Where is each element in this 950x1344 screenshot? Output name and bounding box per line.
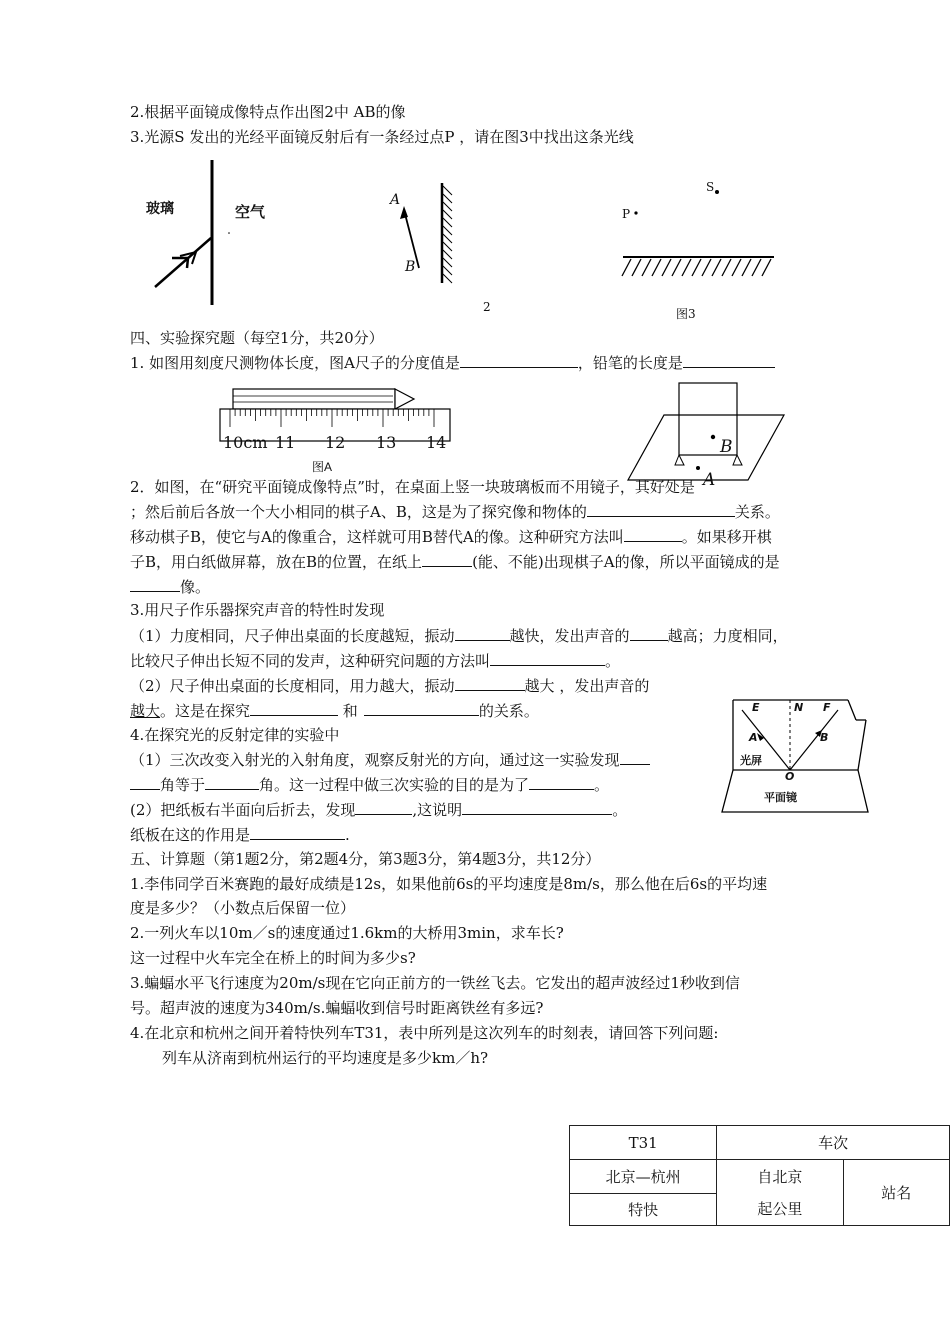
answer-blank[interactable]: [624, 526, 682, 542]
table-cell: 车次: [717, 1126, 950, 1160]
refl-label-b: B: [820, 731, 829, 744]
s4-q2-line2: ；然后前后各放一个大小相同的棋子A、B，这是为了探究像和物体的 关系。: [130, 503, 780, 521]
refl-label-f: F: [823, 701, 831, 714]
s5-q4a: 4.在北京和杭州之间开着特快列车T31，表中所列是这次列车的时刻表，请回答下列问题:: [130, 1024, 719, 1042]
answer-blank[interactable]: [460, 352, 578, 368]
s5-q2b: 这一过程中火车完全在桥上的时间为多少s?: [130, 949, 416, 967]
fig3-label-p: P: [622, 207, 631, 221]
section5-title: 五、计算题（第1题2分，第2题4分，第3题3分，第4题3分，共12分）: [130, 850, 601, 868]
answer-blank[interactable]: [364, 700, 479, 716]
table-cell: 特快: [570, 1194, 717, 1226]
figure-1-refraction: [155, 160, 230, 305]
s4-q4-title: 4.在探究光的反射定律的实验中: [130, 726, 340, 744]
s4-q4-1: （1）三次改变入射光的入射角度，观察反射光的方向，通过这一实验发现: [130, 749, 650, 770]
answer-blank[interactable]: [250, 700, 338, 716]
plane-mirror-label: 平面镜: [764, 791, 797, 804]
mirror-label-a: A: [703, 470, 716, 490]
answer-blank[interactable]: [250, 824, 345, 840]
air-label: 空气: [235, 203, 266, 221]
table-cell: T31: [570, 1126, 717, 1160]
s4-q1: 1. 如图用刻度尺测物体长度，图A尺子的分度值是 ，铅笔的长度是: [130, 352, 775, 373]
answer-blank[interactable]: [490, 650, 605, 666]
answer-blank[interactable]: [205, 774, 259, 790]
section4-title: 四、实验探究题（每空1分，共20分）: [130, 329, 384, 347]
s4-q4-2: (2）把纸板右半面向后折去，发现 ,这说明 。: [130, 801, 628, 819]
refl-label-a: A: [749, 731, 758, 744]
fig2-label-b: B: [405, 259, 416, 275]
s4-q3-2b: 越大。这是在探究 和 的关系。: [130, 702, 539, 720]
answer-blank[interactable]: [462, 799, 612, 815]
table-cell: 站名: [843, 1160, 949, 1226]
answer-blank[interactable]: [455, 625, 510, 641]
s4-q3-1b: 比较尺子伸出长短不同的发声，这种研究问题的方法叫 。: [130, 652, 621, 670]
s4-q2-line4: 子B，用白纸做屏幕，放在B的位置，在纸上 (能、不能)出现棋子A的像，所以平面镜成的是: [130, 553, 780, 571]
ruler-tick: 12: [325, 433, 346, 452]
s4-q4-3: 纸板在这的作用是 .: [130, 826, 350, 844]
refl-label-e: E: [752, 701, 760, 714]
s4-q2-line5: 像。: [130, 576, 210, 597]
plane-mirror-setup: [628, 383, 784, 480]
fig-a-caption: 图A: [312, 460, 333, 474]
ruler-tick: 14: [426, 433, 447, 452]
s5-q4b: 列车从济南到杭州运行的平均速度是多少km／h?: [162, 1049, 489, 1067]
answer-blank[interactable]: [529, 774, 594, 790]
table-cell: 自北京 起公里: [717, 1160, 843, 1226]
q3-instruction: 3.光源S 发出的光经平面镜反射后有一条经过点P ，请在图3中找出这条光线: [130, 128, 634, 146]
q2-instruction: 2.根据平面镜成像特点作出图2中 AB的像: [130, 103, 406, 121]
s4-q2-line1: 2．如图，在“研究平面镜成像特点”时，在桌面上竖一块玻璃板而不用镜子，其好处是: [130, 478, 695, 496]
answer-blank[interactable]: [455, 675, 525, 691]
ruler-tick: 10cm: [223, 433, 268, 452]
fig2-label-a: A: [390, 192, 401, 208]
light-screen-label: 光屏: [740, 754, 762, 767]
s5-q1b: 度是多少？（小数点后保留一位）: [130, 899, 356, 917]
ruler-tick: 13: [376, 433, 397, 452]
answer-blank[interactable]: [587, 501, 735, 517]
s4-q3-2: （2）尺子伸出桌面的长度相同，用力越大，振动 越大 ，发出声音的: [130, 677, 650, 695]
mirror-label-b: B: [720, 437, 733, 457]
answer-blank[interactable]: [422, 551, 472, 567]
s4-q3-1: （1）力度相同，尺子伸出桌面的长度越短，振动 越快，发出声音的 越高；力度相同，: [130, 627, 788, 645]
s5-q3a: 3.蝙蝠水平飞行速度为20m/s现在它向正前方的一铁丝飞去。它发出的超声波经过1秒收到信: [130, 974, 740, 992]
glass-label: 玻璃: [146, 201, 174, 217]
answer-blank[interactable]: [620, 749, 650, 765]
answer-blank[interactable]: [683, 352, 775, 368]
fig3-caption: 图3: [676, 307, 696, 321]
fig2-caption: 2: [483, 300, 491, 314]
train-timetable: [569, 1125, 950, 1226]
answer-blank[interactable]: [130, 576, 180, 592]
s4-q4-1b: 角等于 角。这一过程中做三次实验的目的是为了 。: [130, 774, 609, 795]
answer-blank[interactable]: [130, 774, 160, 790]
ruler-tick: 11: [275, 433, 296, 452]
s5-q1a: 1.李伟同学百米赛跑的最好成绩是12s，如果他前6s的平均速度是8m/s，那么他在后6s的平均速: [130, 875, 768, 893]
answer-blank[interactable]: [355, 799, 412, 815]
s4-q3-title: 3.用尺子作乐器探究声音的特性时发现: [130, 601, 385, 619]
table-cell: 北京—杭州: [570, 1160, 717, 1194]
s4-q2-line3: 移动棋子B，使它与A的像重合，这样就可用B替代A的像。这种研究方法叫 。如果移开棋: [130, 528, 772, 546]
answer-blank[interactable]: [630, 625, 668, 641]
figure-3-mirror: [622, 190, 774, 276]
fig3-label-s: S: [706, 180, 715, 194]
refl-label-o: O: [785, 770, 795, 783]
s5-q2a: 2.一列火车以10m／s的速度通过1.6km的大桥用3min，求车长?: [130, 924, 564, 942]
refl-label-n: N: [794, 701, 804, 714]
s5-q3b: 号。超声波的速度为340m/s.蝙蝠收到信号时距离铁丝有多远?: [130, 999, 544, 1017]
